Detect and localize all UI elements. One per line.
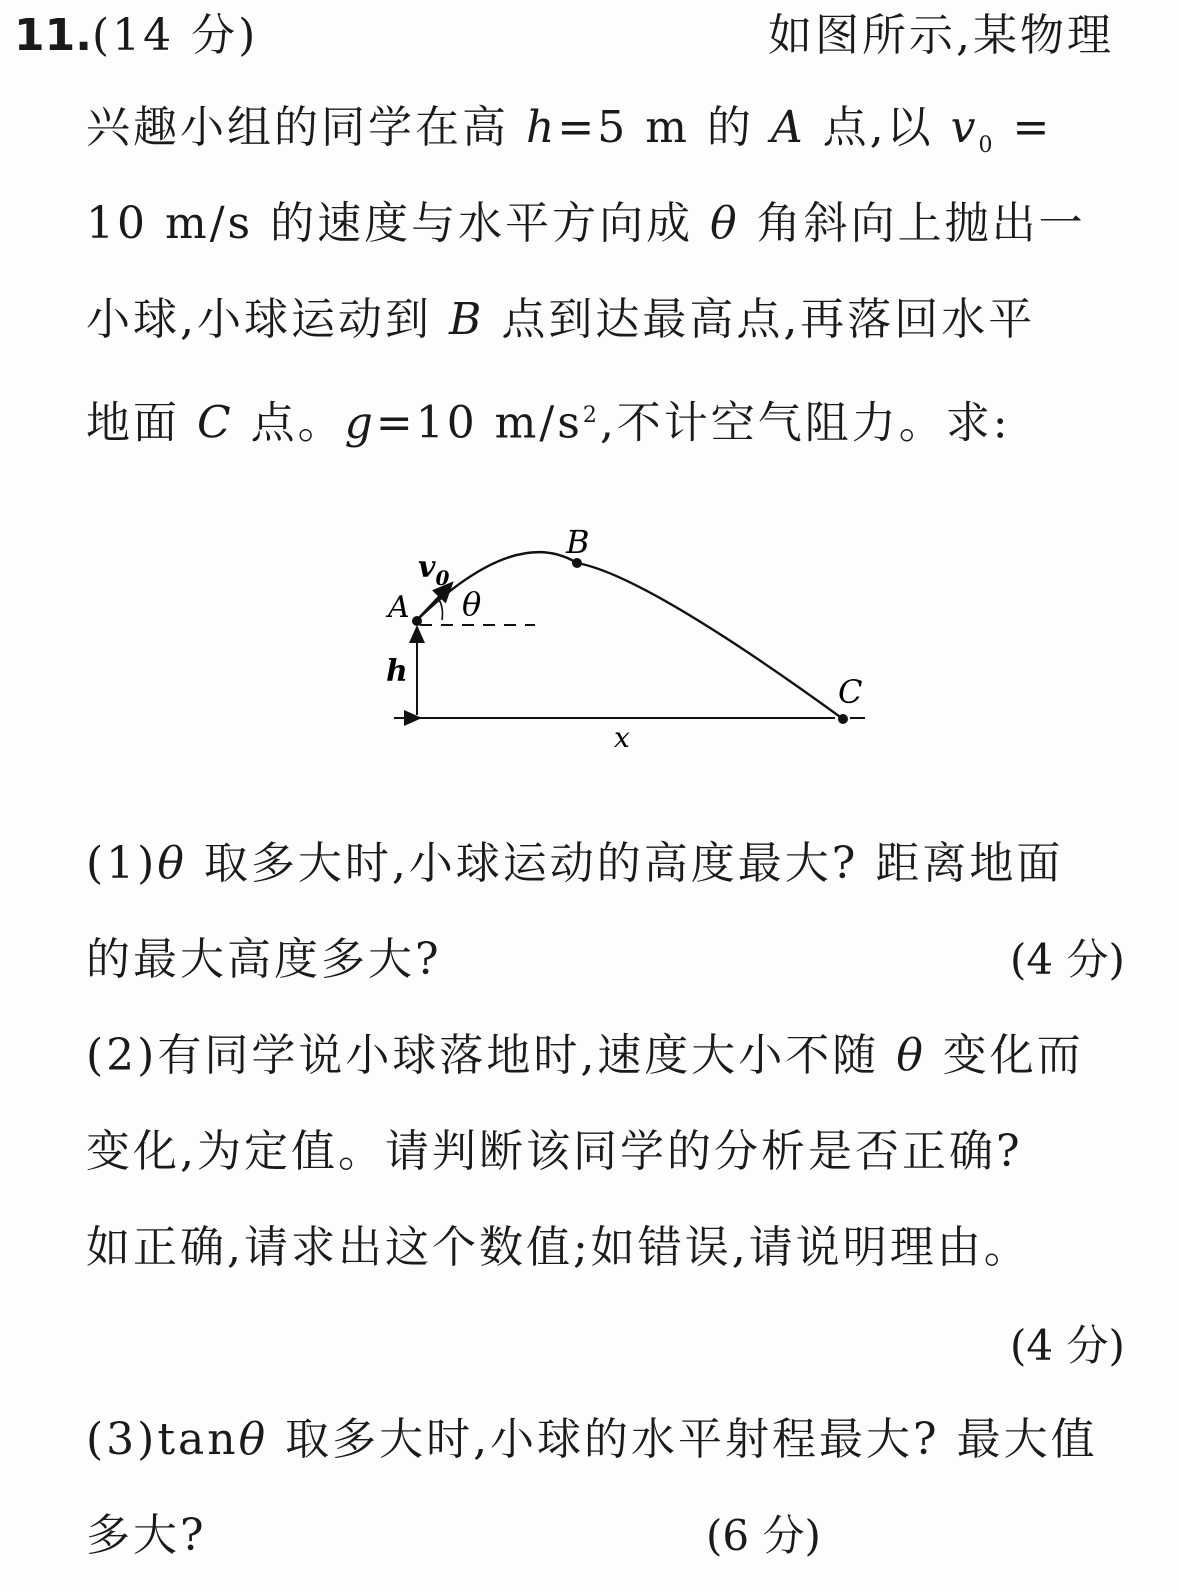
label-C: C bbox=[838, 673, 863, 711]
label-x: x bbox=[614, 721, 630, 754]
var-theta: θ bbox=[896, 1030, 926, 1081]
intro-line-5 bbox=[86, 388, 1011, 452]
part3-line-2: 多大? bbox=[86, 1510, 207, 1561]
label-theta: θ bbox=[462, 585, 482, 623]
trajectory-curve bbox=[417, 552, 843, 719]
part1-line-1 bbox=[86, 836, 1063, 892]
text-fragment: 兴趣小组的同学在高 bbox=[86, 102, 526, 153]
intro-line-3 bbox=[86, 196, 1086, 252]
text-fragment: 变化而 bbox=[925, 1030, 1084, 1081]
text-fragment: 小球,小球运动到 bbox=[86, 294, 449, 345]
var-v: v bbox=[950, 102, 979, 153]
text-fragment: 点,以 bbox=[805, 102, 951, 153]
intro-line-2 bbox=[86, 100, 1052, 174]
var-theta: θ bbox=[238, 1414, 269, 1465]
var-g: g bbox=[344, 397, 376, 449]
text-fragment: 取多大时,小球的水平射程最大? 最大值 bbox=[268, 1414, 1098, 1465]
part1-line-2: 的最大高度多大? bbox=[86, 934, 442, 985]
text-fragment: 点。 bbox=[233, 397, 345, 449]
var-h: h bbox=[526, 102, 558, 153]
label-v: v bbox=[418, 550, 436, 585]
var-B: B bbox=[448, 294, 485, 345]
projectile-diagram bbox=[380, 515, 880, 755]
text-fragment: = bbox=[995, 102, 1053, 153]
question-number: 11. bbox=[14, 10, 92, 61]
text-fragment: 点到达最高点,再落回水平 bbox=[484, 294, 1036, 345]
label-A: A bbox=[388, 590, 410, 625]
text-fragment: 10 m/s 的速度与水平方向成 bbox=[86, 198, 711, 249]
superscript: 2 bbox=[582, 403, 600, 428]
point-C bbox=[838, 714, 848, 724]
text-fragment: 角斜向上抛出一 bbox=[739, 198, 1086, 249]
part2-line-1 bbox=[86, 1028, 1084, 1084]
part2-line-2: 变化,为定值。请判断该同学的分析是否正确? bbox=[86, 1126, 1023, 1177]
label-h: h bbox=[386, 654, 408, 689]
part2-score: (4 分) bbox=[1010, 1321, 1125, 1370]
text-fragment: ,不计空气阻力。求: bbox=[599, 397, 1011, 449]
text-fragment: 地面 bbox=[86, 397, 197, 449]
label-v-subscript: 0 bbox=[435, 566, 450, 590]
label-B: B bbox=[566, 523, 590, 561]
var-C: C bbox=[197, 397, 234, 449]
part3-score: (6 分) bbox=[706, 1511, 821, 1560]
question-total-score: (14 分) bbox=[91, 10, 259, 61]
text-fragment: (2)有同学说小球落地时,速度大小不随 bbox=[86, 1030, 897, 1081]
text-fragment: (3)tan bbox=[86, 1414, 239, 1465]
text-fragment: 取多大时,小球运动的高度最大? 距离地面 bbox=[186, 838, 1064, 889]
text-fragment: =5 m 的 bbox=[557, 102, 771, 153]
text-fragment: =10 m/s bbox=[375, 397, 583, 449]
var-theta: θ bbox=[157, 838, 187, 889]
var-A: A bbox=[770, 102, 806, 153]
var-v-subscript: 0 bbox=[978, 132, 996, 158]
question-header bbox=[14, 8, 258, 64]
part2-line-3: 如正确,请求出这个数值;如错误,请说明理由。 bbox=[86, 1222, 1031, 1273]
point-A bbox=[412, 616, 422, 626]
var-theta: θ bbox=[710, 198, 740, 249]
label-v0 bbox=[418, 550, 449, 590]
part3-line-1 bbox=[86, 1412, 1098, 1468]
text-fragment: (1) bbox=[86, 838, 158, 889]
intro-line-4 bbox=[86, 292, 1035, 348]
part1-score: (4 分) bbox=[1010, 935, 1125, 984]
intro-line-1: 如图所示,某物理 bbox=[768, 10, 1114, 61]
